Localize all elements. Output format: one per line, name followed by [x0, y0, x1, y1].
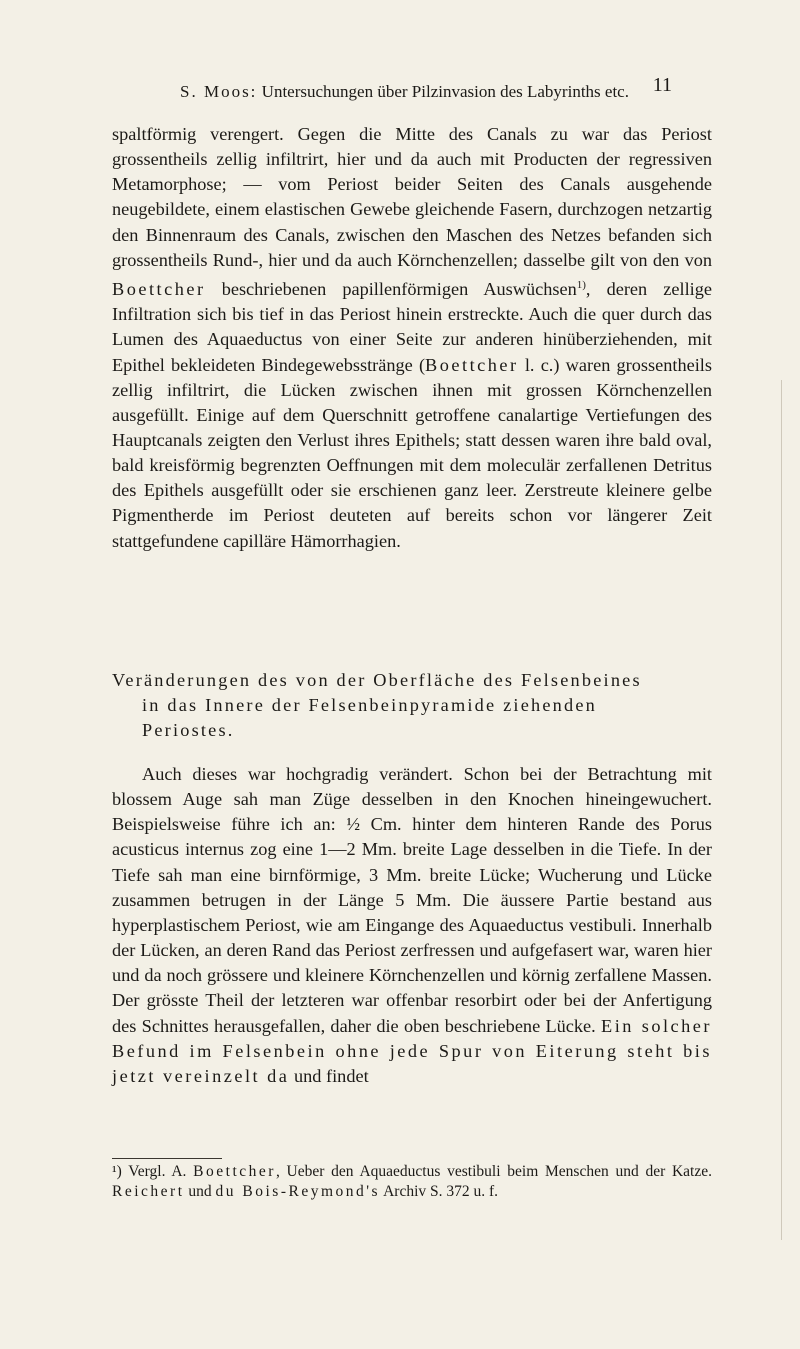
header-author: S. Moos: — [180, 82, 258, 101]
footnote-author: Boettcher — [193, 1163, 276, 1180]
heading-line-3: Periostes. — [142, 720, 235, 740]
paragraph-text: Auch dieses war hochgradig verändert. Schon bei der Betrachtung mit blossem Auge sah man Züge desselben in den Knochen hineingewuchert. Beispielsweise führe ich an: ½ Cm. hinter dem hinteren Rande des Porus acusticus internus zog eine 1—2 Mm. breite Lage desselben in die Tiefe. In der Tiefe sah man eine birnförmige, 3 Mm. breite Lücke; Wucherung und Lücke zusammen betrugen in der Länge 5 Mm. Die äussere Partie bestand aus hyperplastischem Periost, wie am Eingange des Aquaeductus vestibuli. Innerhalb der Lücken, an deren Rand das Periost zerfressen und aufgefasert war, waren hier und da noch grössere und kleinere Körnchenzellen und körnig zerfallene Massen. Der grösste Theil der letzteren war offenbar resorbirt oder bei der Anfertigung des Schnittes herausgefallen, daher die oben beschriebene Lücke. — [112, 764, 712, 1036]
heading-line-2: in das Innere der Felsenbeinpyramide ziehenden — [142, 695, 598, 715]
paragraph-text: , deren zellige Infiltration sich bis tief in das Periost hinein erstreckte. Auch die quer durch das Lumen des Aquaeductus von einer Seite zur anderen hinüberziehenden, mit Epithel bekleideten Bindegewebsstränge ( — [112, 279, 713, 375]
author-name: Boettcher — [112, 279, 206, 300]
author-name: Boettcher — [425, 354, 519, 375]
paragraph-periost — [112, 122, 712, 554]
paragraph-text: l. c.) waren grossentheils zellig infiltrirt, die Lücken zwischen ihnen mit grossen Körnchenzellen ausgefüllt. Einige auf dem Querschnitt getroffene canalartige Vertiefungen des Hauptcanals zeigten den Verlust ihres Epithels; statt dessen waren ihre bald oval, bald kreisförmig begrenzten Oeffnungen mit dem moleculär zerfallenen Detritus des Epithels ausgefüllt oder sie erschienen ganz leer. Zerstreute kleinere gelbe Pigmentherde im Periost deuteten auf bereits schon vor längerer Zeit stattgefundene capilläre Hämorrhagien. — [112, 354, 712, 551]
footnote — [112, 1162, 712, 1202]
footnote-journal: Reichert — [112, 1183, 185, 1200]
page-edge-shadow — [781, 380, 782, 1240]
footnote-text: und — [188, 1183, 212, 1200]
running-header — [180, 74, 672, 102]
paragraph-felsenbein — [112, 762, 712, 1089]
footnote-text: Archiv S. 372 u. f. — [383, 1183, 499, 1200]
heading-line-1: Veränderungen des von der Oberfläche des Felsenbeines — [112, 670, 642, 690]
footnote-text: , Ueber den Aquaeductus vestibuli beim Menschen und der Katze. — [275, 1163, 712, 1180]
footnote-journal: du Bois-Reymond's — [215, 1183, 381, 1200]
paragraph-text: spaltförmig verengert. Gegen die Mitte des Canals zu war das Periost grossentheils zellig infiltrirt, hier und da auch mit Producten der regressiven Metamorphose; — vom Periost beider Seiten des Canals ausgehende neugebildete, einem elastischen Gewebe gleichende Fasern, durchzogen netzartig den Binnenraum des Canals, zwischen den Maschen des Netzes befanden sich grossentheils Rund-, hier und da auch Körnchenzellen; dasselbe gilt von den von — [112, 124, 712, 270]
footnote-ref: 1) — [576, 278, 586, 291]
footnote-marker: ¹) Vergl. A. — [112, 1163, 187, 1180]
paragraph-text: und findet — [294, 1065, 369, 1086]
paragraph-text: beschriebenen papillenförmigen Auswüchsen — [221, 279, 577, 300]
section-heading — [112, 668, 722, 743]
footnote-divider — [112, 1158, 222, 1159]
page-number: 11 — [652, 74, 672, 96]
emphasized-text: Ein solcher Befund im Felsenbein ohne jede Spur von Eiterung steht bis jetzt vereinzelt da — [112, 1015, 713, 1086]
header-title: Untersuchungen über Pilzinvasion des Labyrinths etc. — [261, 82, 629, 101]
